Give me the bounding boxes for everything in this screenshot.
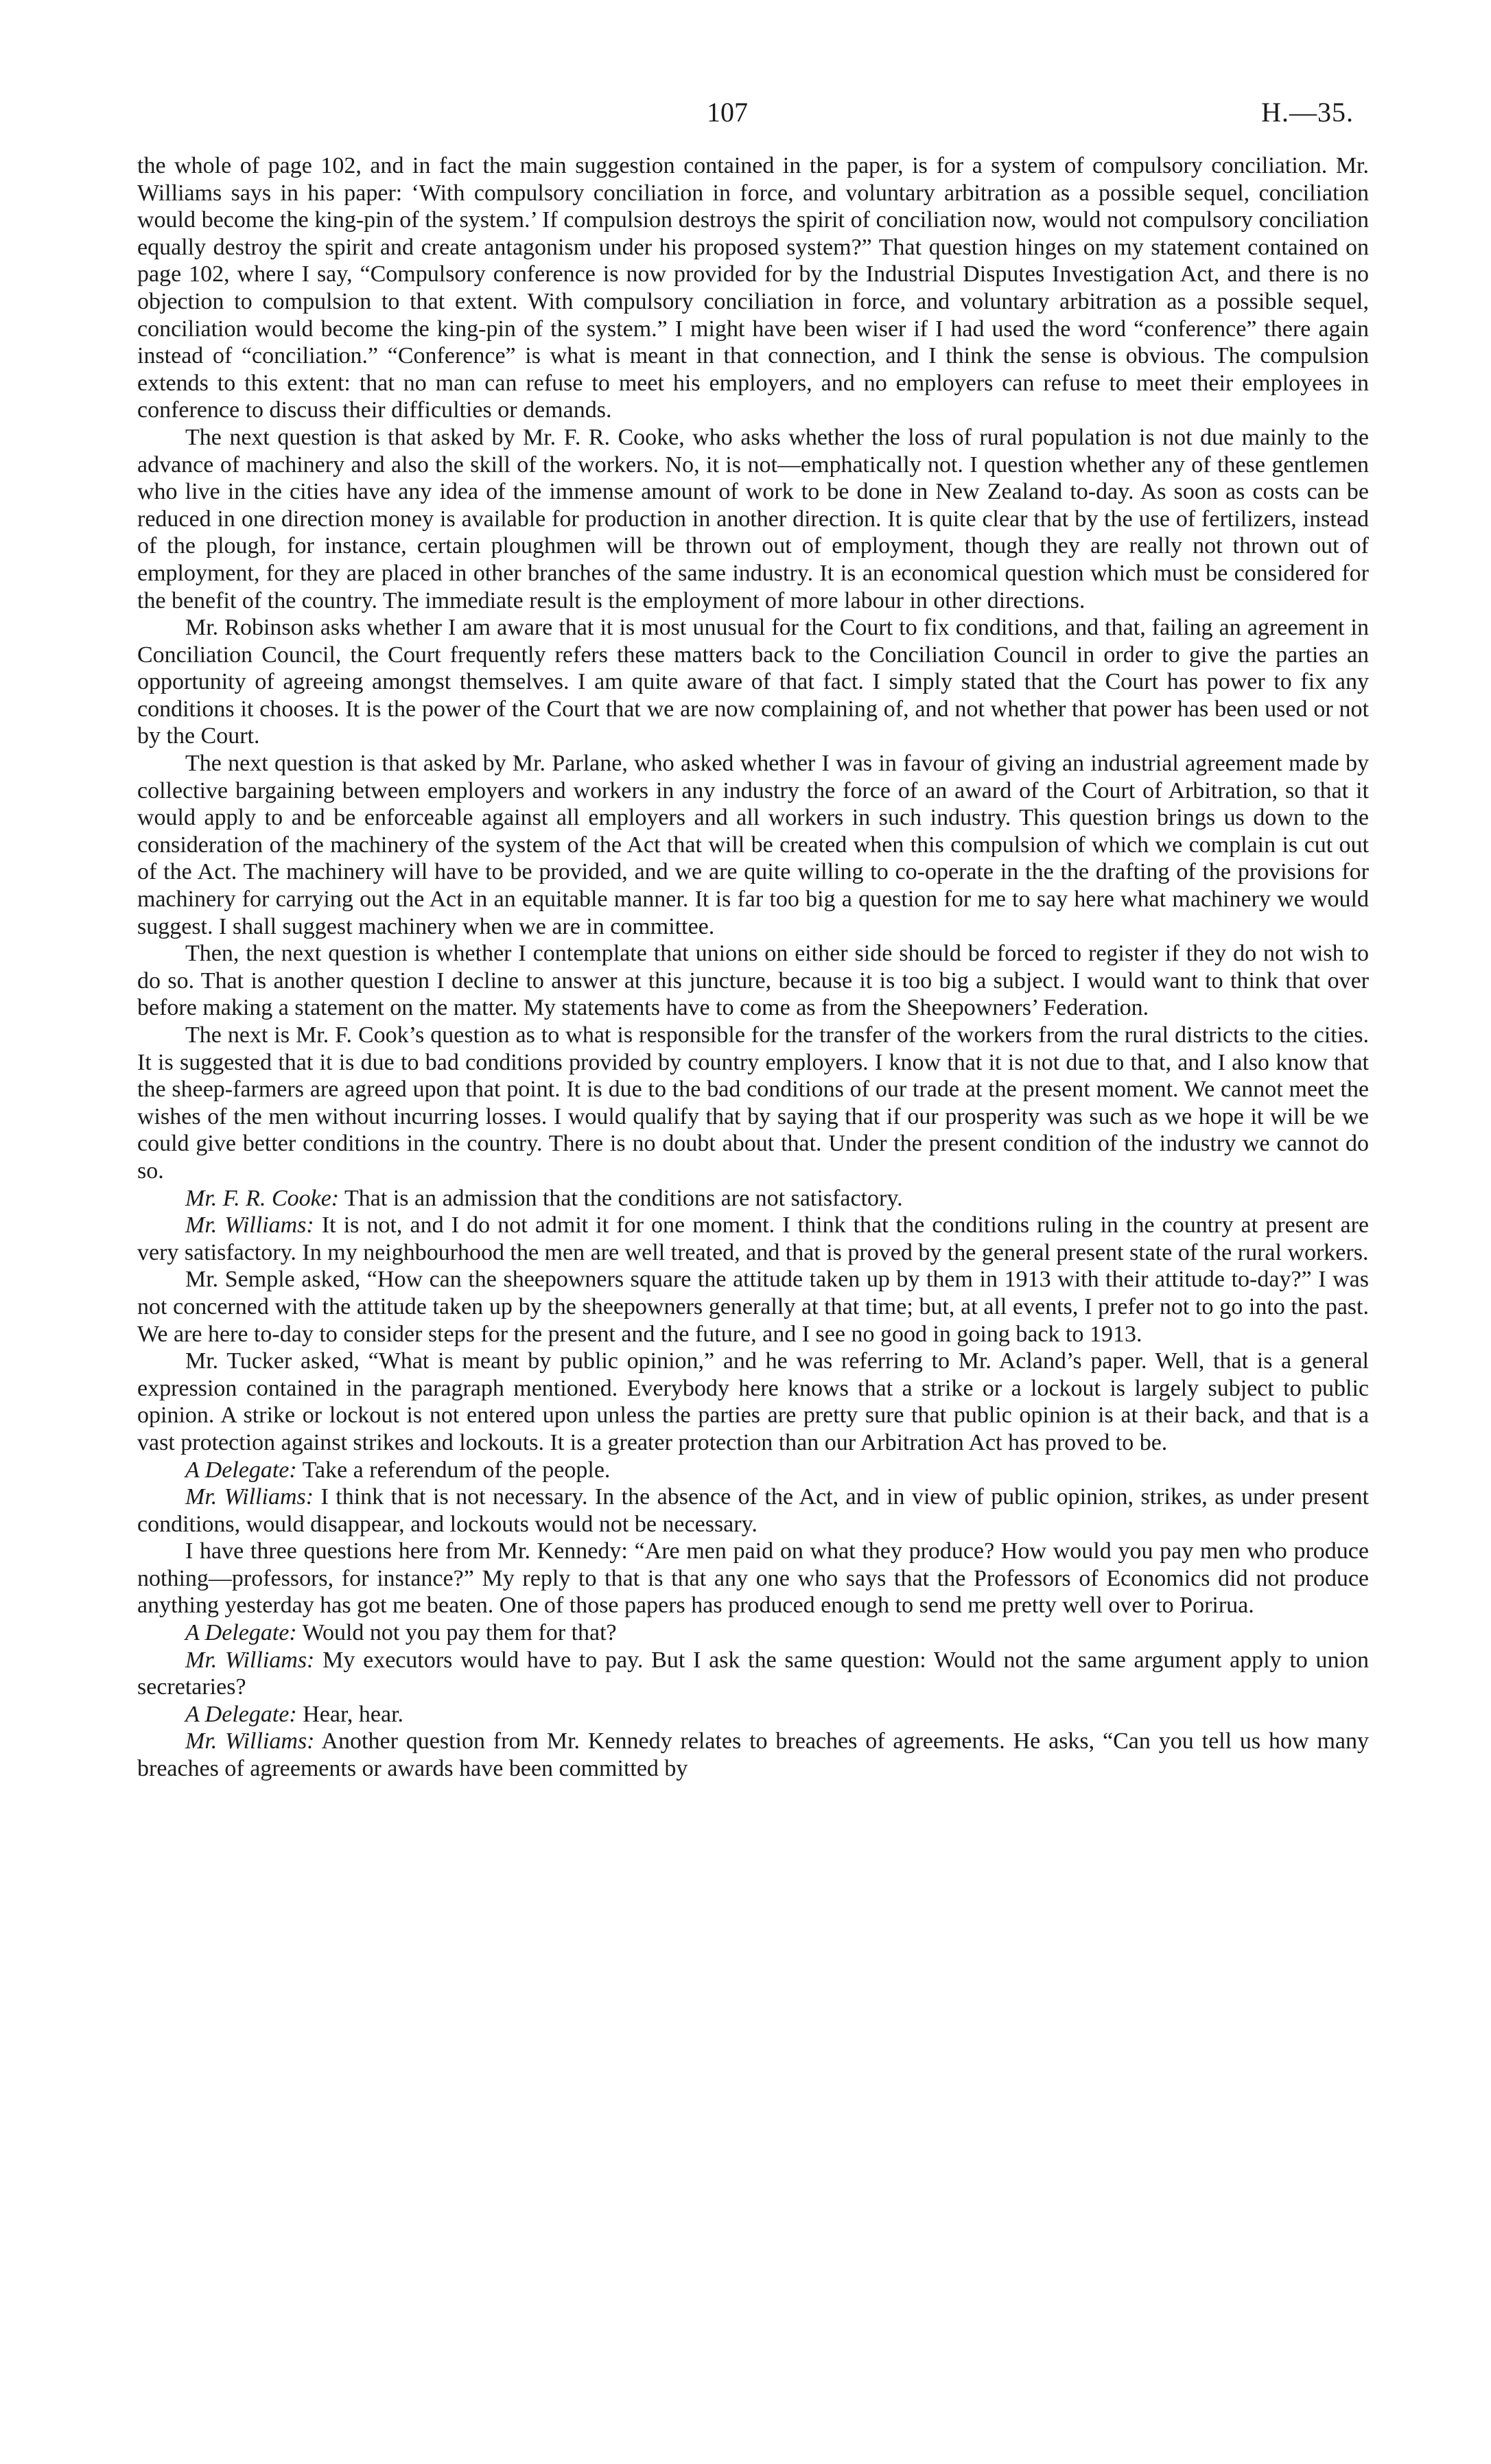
paragraph	[137, 1022, 1369, 1185]
paragraph-text: Another question from Mr. Kennedy relates to breaches of agreements. He asks, “Can you tell us how many breaches of agreements or awards have been committed by	[137, 1728, 1370, 1782]
paragraph	[137, 1728, 1369, 1782]
speaker-label: Mr. F. R. Cooke:	[185, 1185, 340, 1211]
speaker-label: Mr. Williams:	[185, 1728, 315, 1755]
paragraph-text: I think that is not necessary. In the absence of the Act, and in view of public opinion, strikes, as under present conditions, would disappear, and lockouts would not be necessary.	[137, 1484, 1369, 1537]
paragraph-text: Mr. Semple asked, “How can the sheepowners square the attitude taken up by them in 1913 with their attitude to-day?” I was not concerned with the attitude taken up by the sheepowners generally at that time; but, at all events, I prefer not to go into the past. We are here to-day to consider steps for the present and the future, and I see no good in going back to 1913.	[137, 1267, 1369, 1347]
page-number: 107	[707, 97, 748, 128]
paragraph-text: Mr. Tucker asked, “What is meant by public opinion,” and he was referring to Mr. Acland’s paper. Well, that is a general expression contained in the paragraph mentioned. Everybody here knows that a strike or a lockout is largely subject to public opinion. A strike or lockout is not entered upon unless the parties are pretty sure that public opinion is at their back, and that is a vast protection against strikes and lockouts. It is a greater protection than our Arbitration Act has proved to be.	[137, 1348, 1369, 1455]
paragraph	[137, 750, 1369, 940]
paragraph	[137, 614, 1369, 750]
paragraph	[137, 1348, 1369, 1456]
paragraph-text: My executors would have to pay. But I ask the same question: Would not the same argument apply to union secretaries?	[137, 1647, 1370, 1700]
paragraph-text: Then, the next question is whether I contemplate that unions on either side should be forced to register if they do not wish to do so. That is another question I decline to answer at this juncture, because it is too big a subject. I would want to think that over before making a statement on the matter. My statements have to come as from the Sheepowners’ Federation.	[137, 941, 1369, 1021]
body-text	[137, 152, 1369, 1783]
document-reference: H.—35.	[1261, 97, 1354, 128]
paragraph-text: Take a referendum of the people.	[302, 1457, 611, 1483]
paragraph	[137, 152, 1369, 424]
paragraph	[137, 1647, 1369, 1701]
paragraph	[137, 1185, 1369, 1212]
speaker-label: Mr. Williams:	[185, 1484, 314, 1510]
paragraph	[137, 1483, 1369, 1538]
speaker-label: Mr. Williams:	[185, 1212, 314, 1239]
speaker-label: A Delegate:	[185, 1620, 297, 1646]
paragraph	[137, 940, 1369, 1022]
page-header	[0, 96, 1491, 137]
paragraph	[137, 424, 1369, 614]
speaker-label: A Delegate:	[185, 1701, 297, 1727]
paragraph-text: Hear, hear.	[303, 1701, 404, 1727]
paragraph	[137, 1266, 1369, 1348]
speaker-label: A Delegate:	[185, 1457, 297, 1483]
paragraph-text: It is not, and I do not admit it for one moment. I think that the conditions ruling in the country at present are very satisfactory. In my neighbourhood the men are well treated, and that is proved by the general present state of the rural workers.	[137, 1212, 1370, 1265]
paragraph	[137, 1701, 1369, 1728]
paragraph	[137, 1619, 1369, 1647]
paragraph-text: the whole of page 102, and in fact the main suggestion contained in the paper, is for a system of compulsory conciliation. Mr. Williams says in his paper: ‘With compulsory conciliation in force, and voluntary arbitration as a possible sequel, conciliation would become the king-pin of the system.’ If compulsion destroys the spirit of conciliation now, would not compulsory conciliation equally destroy the spirit and create antagonism under his proposed system?” That question hinges on my statement contained on page 102, where I say, “Compulsory conference is now provided for by the Industrial Disputes Investigation Act, and there is no objection to compulsion to that extent. With compulsory conciliation in force, and voluntary arbitration as a possible sequel, conciliation would become the king-pin of the system.” I might have been wiser if I had used the word “conference” there again instead of “conciliation.” “Conference” is what is meant in that connection, and I think the sense is obvious. The compulsion extends to this extent: that no man can refuse to meet his employers, and no employers can refuse to meet their employees in conference to discuss their difficulties or demands.	[137, 153, 1369, 423]
paragraph-text: Would not you pay them for that?	[302, 1620, 617, 1646]
paragraph	[137, 1212, 1369, 1266]
paragraph-text: The next question is that asked by Mr. F. R. Cooke, who asks whether the loss of rural population is not due mainly to the advance of machinery and also the skill of the workers. No, it is not—emphatically not. I question whether any of these gentlemen who live in the cities have any idea of the immense amount of work to be done in New Zealand to-day. As soon as costs can be reduced in one direction money is available for production in another direction. It is quite clear that by the use of fertilizers, instead of the plough, for instance, certain ploughmen will be thrown out of employment, though they are really not thrown out of employment, for they are placed in other branches of the same industry. It is an economical question which must be considered for the benefit of the country. The immediate result is the employment of more labour in other directions.	[137, 424, 1369, 613]
paragraph-text: I have three questions here from Mr. Kennedy: “Are men paid on what they produce? How would you pay men who produce nothing—professors, for instance?” My reply to that is that any one who says that the Professors of Economics did not produce anything yesterday has got me beaten. One of those papers has produced enough to send me pretty well over to Porirua.	[137, 1538, 1369, 1619]
speaker-label: Mr. Williams:	[185, 1647, 315, 1673]
paragraph	[137, 1538, 1369, 1619]
paragraph-text: That is an admission that the conditions are not satisfactory.	[344, 1185, 903, 1211]
paragraph-text: Mr. Robinson asks whether I am aware that it is most unusual for the Court to fix conditions, and that, failing an agreement in Conciliation Council, the Court frequently refers these matters back to the Conciliation Council in order to give the parties an opportunity of agreeing amongst themselves. I am quite aware of that fact. I simply stated that the Court has power to fix any conditions it chooses. It is the power of the Court that we are now complaining of, and not whether that power has been used or not by the Court.	[137, 615, 1369, 749]
paragraph-text: The next question is that asked by Mr. Parlane, who asked whether I was in favour of giving an industrial agreement made by collective bargaining between employers and workers in any industry the force of an award of the Court of Arbitration, so that it would apply to and be enforceable against all employers and all workers in such industry. This question brings us down to the consideration of the machinery of the system of the Act that will be created when this compulsion of which we complain is cut out of the Act. The machinery will have to be provided, and we are quite willing to co-operate in the the drafting of the provisions for machinery for carrying out the Act in an equitable manner. It is far too big a question for me to say here what machinery we would suggest. I shall suggest machinery when we are in committee.	[137, 751, 1369, 939]
paragraph	[137, 1457, 1369, 1484]
paragraph-text: The next is Mr. F. Cook’s question as to what is responsible for the transfer of the workers from the rural districts to the cities. It is suggested that it is due to bad conditions provided by country employers. I know that it is not due to that, and I also know that the sheep-farmers are agreed upon that point. It is due to the bad conditions of our trade at the present moment. We cannot meet the wishes of the men without incurring losses. I would qualify that by saying that if our prosperity was such as we hope it will be we could give better conditions in the country. There is no doubt about that. Under the present condition of the industry we cannot do so.	[137, 1022, 1369, 1184]
